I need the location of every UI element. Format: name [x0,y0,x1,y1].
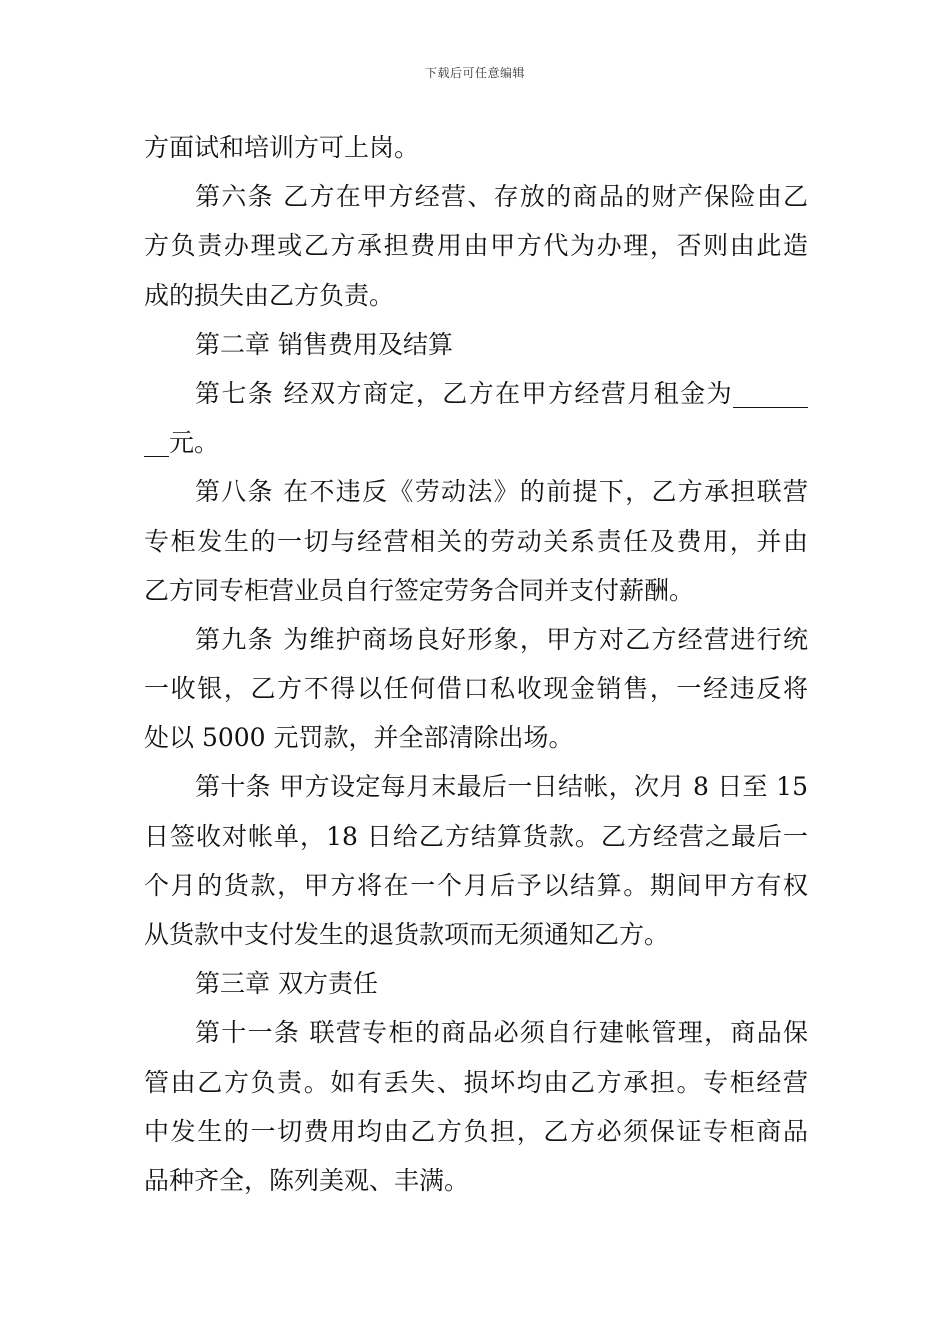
text-line: 第二章 销售费用及结算 [195,329,453,359]
text-line: __元。 [144,428,220,458]
text-line: 第六条 乙方在甲方经营、存放的商品的财产保险由乙 [195,182,808,212]
text-line: 个月的货款，甲方将在一个月后予以结算。期间甲方有权 [144,870,808,900]
page-header: 下载后可任意编辑 [424,66,525,80]
text-line: 日签收对帐单，18 日给乙方结算货款。乙方经营之最后一 [144,821,808,851]
text-line: 方面试和培训方可上岗。 [144,133,420,162]
text-line: 第三章 双方责任 [195,969,378,999]
text-line: 方负责办理或乙方承担费用由甲方代为办理，否则由此造 [144,231,808,261]
text-line: 成的损失由乙方负责。 [144,280,395,310]
text-line: 第八条 在不违反《劳动法》的前提下，乙方承担联营 [195,477,808,507]
text-line: 处以 5000 元罚款，并全部清除出场。 [144,723,574,753]
text-line: 第九条 为维护商场良好形象，甲方对乙方经营进行统 [195,624,808,654]
document-body [144,123,808,1205]
text-line: 第七条 经双方商定，乙方在甲方经营月租金为______ [195,378,808,408]
text-line: 管由乙方负责。如有丢失、损坏均由乙方承担。专柜经营 [144,1067,808,1097]
text-line: 从货款中支付发生的退货款项而无须通知乙方。 [144,920,670,949]
text-line: 品种齐全，陈列美观、丰满。 [144,1165,470,1195]
text-line: 第十一条 联营专柜的商品必须自行建帐管理，商品保 [195,1018,808,1048]
text-line: 第十条 甲方设定每月末最后一日结帐，次月 8 日至 15 [195,772,808,802]
text-line: 中发生的一切费用均由乙方负担，乙方必须保证专柜商品 [144,1116,808,1146]
text-line: 一收银，乙方不得以任何借口私收现金销售，一经违反将 [144,674,808,704]
text-line: 专柜发生的一切与经营相关的劳动关系责任及费用，并由 [144,526,808,556]
text-line: 乙方同专柜营业员自行签定劳务合同并支付薪酬。 [144,575,695,605]
